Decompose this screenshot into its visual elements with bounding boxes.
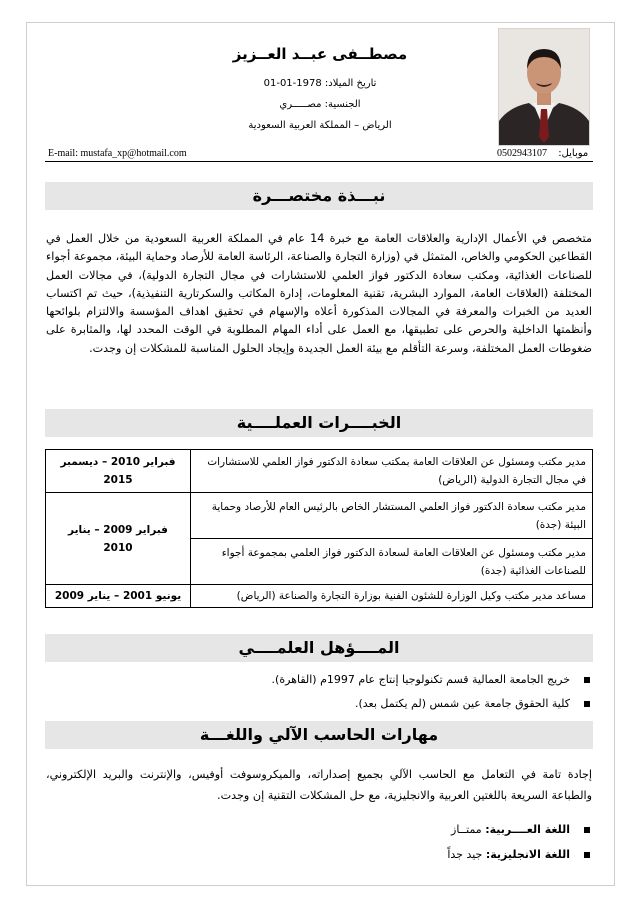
nationality: الجنسية: مصـــــري xyxy=(279,99,361,110)
education-heading: المــــؤهل العلمــــي xyxy=(45,634,593,662)
experience-desc: مدير مكتب ومسئول عن العلاقات العامة لسعادة الدكتور فواز العلمي بمجموعة أجواء للصناعات الغذائية (جدة) xyxy=(191,539,593,585)
summary-text: متخصص في الأعمال الإدارية والعلاقات العامة مع خبرة 14 عام في المملكة العربية السعودية من خلال العمل في القطاعين الحكومي والخاص، المتمثل في (وزارة التجارة والصناعة، الرئاسة العامة للأرصاد وحماية البيئة، مجموعة أجواء للصناعات الغذائية، ومكتب سعادة الدكتور فواز العلمي للاستشارات في مجال التجارة الدولية)، في مجالات العمل المختلفة (العلاقات العامة، الموارد البشرية، تقنية المعلومات، إدارة المكاتب والسكرتارية التنفيذية)، حيث تم اكتساب العديد من الخبرات والمعرفة في المجالات المذكورة أعلاه والإسهام في تحقيق اهداف المؤسسة والالتزام بلوائحها وأنظمتها الداخلية والحرص على تطبيقها، مع العمل على أداء المهام المطلوبة في الوقت المحدد لها، والمثابرة على ضغوطات العمل المختلفة، وسرعة التأقلم مع بيئة العمل الجديدة وإيجاد الحلول المناسبة للمشكلات إن وجدت. xyxy=(46,232,592,355)
list-item: كلية الحقوق جامعة عين شمس (لم يكتمل بعد). xyxy=(355,697,590,710)
mobile xyxy=(497,148,588,159)
skills-text: إجادة تامة في التعامل مع الحاسب الآلي بجميع إصداراته، والميكروسوفت أوفيس، والإنترنت والبريد الإلكتروني، والطباعة السريعة باللغتين العربية والانجليزية، مع حل المشكلات التقنية إن وجدت. xyxy=(46,768,592,802)
list-item: اللغة الانجليزية: جيد جداً xyxy=(447,848,590,861)
mobile-label: موبايل: xyxy=(558,148,589,159)
mobile-number: 0502943107 xyxy=(497,148,547,159)
birth-date: تاريخ الميلاد: 1978-01-01 xyxy=(263,78,377,89)
experience-heading: الخبــــرات العملــــية xyxy=(45,409,593,437)
experience-desc: مساعد مدير مكتب وكيل الوزارة للشئون الفنية بوزارة التجارة والصناعة (الرياض) xyxy=(191,585,593,608)
list-item: اللغة العــــربية: ممتــاز xyxy=(451,823,590,836)
list-item: خريج الجامعة العمالية قسم تكنولوجيا إنتاج عام 1997م (القاهرة). xyxy=(272,673,590,686)
table-row xyxy=(46,585,593,608)
experience-desc: مدير مكتب ومسئول عن العلاقات العامة بمكتب سعادة الدكتور فواز العلمي للاستشارات في مجال التجارة الدولية (الرياض) xyxy=(191,450,593,493)
experience-date: يونيو 2001 – يناير 2009 xyxy=(46,585,191,608)
candidate-name: مصطــفى عبــد العــزيز xyxy=(232,45,408,63)
bullet-square-icon xyxy=(584,852,590,858)
experience-date: فبراير 2009 – يناير 2010 xyxy=(46,493,191,585)
table-row xyxy=(46,493,593,539)
experience-desc: مدير مكتب سعادة الدكتور فواز العلمي المستشار الخاص بالرئيس العام للأرصاد وحماية البيئة (جدة) xyxy=(191,493,593,539)
summary-heading: نبـــذة مختصـــرة xyxy=(45,182,593,210)
skills-heading: مهارات الحاسب الآلي واللغـــة xyxy=(45,721,593,749)
table-row xyxy=(46,450,593,493)
experience-table xyxy=(45,449,593,608)
header-divider xyxy=(45,161,593,162)
bullet-square-icon xyxy=(584,701,590,707)
bullet-square-icon xyxy=(584,677,590,683)
bullet-square-icon xyxy=(584,827,590,833)
profile-photo xyxy=(498,28,590,146)
email: E-mail: mustafa_xp@hotmail.com xyxy=(48,148,187,159)
experience-date: فبراير 2010 – ديسمبر 2015 xyxy=(46,450,191,493)
location: الرياض – المملكة العربية السعودية xyxy=(248,120,392,131)
